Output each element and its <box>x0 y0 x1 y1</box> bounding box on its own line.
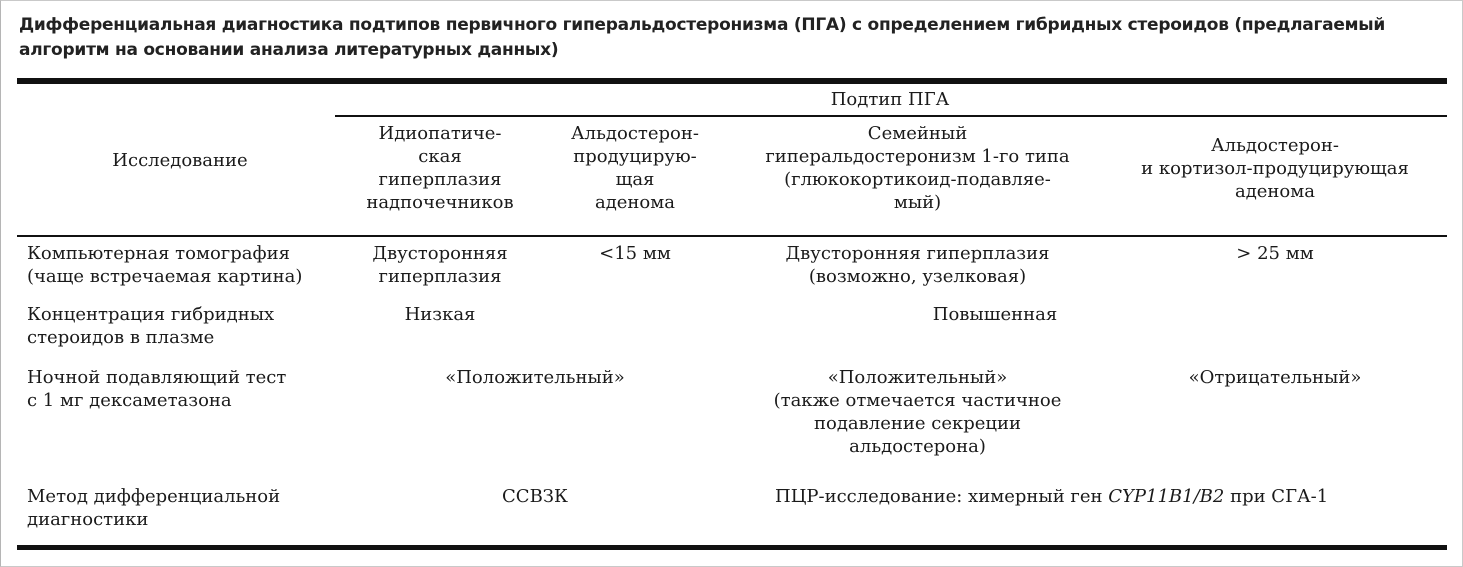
cell-method-avs: ССВЗК <box>502 486 568 507</box>
cell-dex-positive-partial: «Положительный» (также отмечается частичное подавление секреции альдостерона) <box>773 367 1062 457</box>
table-bottom-rule <box>17 545 1447 550</box>
cell-method-pcr <box>775 485 1435 508</box>
subtype-header-aldosterone-adenoma: Альдостерон- продуцирую- щая аденома <box>571 123 699 213</box>
cell-dex-positive: «Положительный» <box>445 367 625 388</box>
study-column-header: Исследование <box>112 150 248 171</box>
cell-ct-adenoma: <15 мм <box>599 243 671 264</box>
cell-steroids-low: Низкая <box>404 304 476 325</box>
cell-dex-negative: «Отрицательный» <box>1188 367 1362 388</box>
table-top-rule <box>17 78 1447 84</box>
pcr-gene-name: CYP11B1/B2 <box>1108 486 1225 507</box>
header-bottom-rule <box>17 235 1447 237</box>
cell-ct-familial: Двусторонняя гиперплазия (возможно, узелковая) <box>785 243 1050 287</box>
subtype-group-header: Подтип ПГА <box>830 89 950 110</box>
row-label-diagnostic-method: Метод дифференциальной диагностики <box>27 486 281 530</box>
subtype-header-rule <box>335 115 1447 117</box>
cell-steroids-elevated: Повышенная <box>932 304 1058 325</box>
subtype-header-idiopathic-hyperplasia: Идиопатиче- ская гиперплазия надпочечников <box>366 123 514 213</box>
cell-ct-cortisol-adenoma: > 25 мм <box>1236 243 1314 264</box>
cell-ct-idiopathic: Двусторонняя гиперплазия <box>372 243 508 287</box>
pcr-prefix: ПЦР-исследование: химерный ген <box>775 486 1109 507</box>
pcr-suffix: при СГА-1 <box>1224 486 1329 507</box>
subtype-header-aldosterone-cortisol-adenoma: Альдостерон- и кортизол-продуцирующая аденома <box>1141 135 1409 202</box>
row-label-ct: Компьютерная томография (чаще встречаемая картина) <box>27 243 303 287</box>
table-caption: Дифференциальная диагностика подтипов первичного гиперальдостеронизма (ПГА) с определением гибридных стероидов (предлагаемый алгоритм на основании анализа литературных данных) <box>19 15 1386 60</box>
row-label-hybrid-steroids: Концентрация гибридных стероидов в плазме <box>27 304 275 348</box>
subtype-header-familial-type1: Семейный гиперальдостеронизм 1-го типа (глюкокортикоид-подавляе- мый) <box>765 123 1070 213</box>
row-label-dexamethasone-test: Ночной подавляющий тест с 1 мг дексаметазона <box>27 367 287 411</box>
